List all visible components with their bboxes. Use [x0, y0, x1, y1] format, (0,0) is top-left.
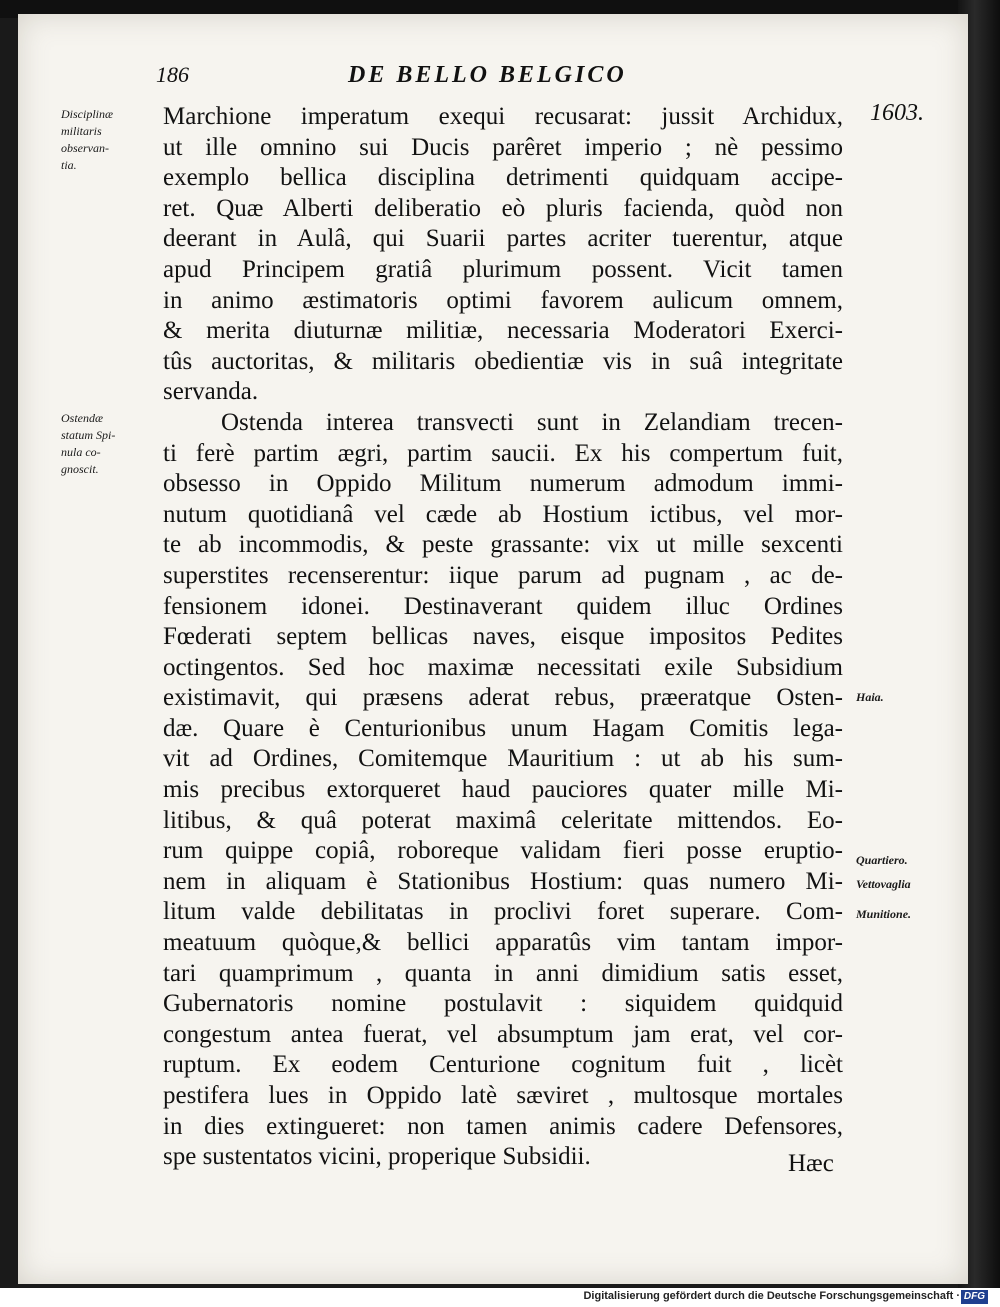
footer-credit: Digitalisierung gefördert durch die Deutsche Forschungsgemeinschaft · [583, 1290, 960, 1302]
text-line: in dies extingueret: non tamen animis cadere Defensores, [163, 1112, 843, 1140]
text-line: exemplo bellica disciplina detrimenti quidquam accipe- [163, 164, 843, 192]
text-line: meatuum quòque,& bellici apparatûs vim tantam impor- [163, 929, 843, 957]
text-line: & merita diuturnæ militiæ, necessaria Moderatori Exerci- [163, 317, 843, 345]
margin-year: 1603. [870, 100, 924, 126]
text-line: mis precibus extorqueret haud pauciores quater mille Mi- [163, 776, 843, 804]
text-line: pestifera lues in Oppido latè sæviret , multosque mortales [163, 1082, 843, 1109]
text-line: Fœderati septem bellicas naves, eisque impositos Pedites [163, 623, 843, 651]
text-line: ret. Quæ Alberti deliberatio eò pluris facienda, quòd non [163, 194, 843, 222]
text-line: octingentos. Sed hoc maximæ necessitati exile Subsidium [163, 653, 843, 681]
text-line: tari quamprimum , quanta in anni dimidium satis esset, [163, 959, 843, 987]
margin-note-quartiero: Quartiero. [856, 853, 908, 867]
margin-note-haia: Haia. [856, 690, 884, 704]
dfg-logo: DFG [961, 1290, 988, 1304]
text-line: Gubernatoris nomine postulavit : siquidem quidquid [163, 990, 843, 1018]
text-line: in animo æstimatoris optimi favorem aulicum omnem, [163, 286, 843, 314]
text-line: superstites recenserentur: iique parum ad pugnam , ac de- [163, 561, 843, 589]
text-line: nutum quotidianâ vel cæde ab Hostium ictibus, vel mor- [163, 500, 843, 528]
text-line: ut ille omnino sui Ducis parêret imperio ; nè pessimo [163, 133, 843, 161]
text-line: dæ. Quare è Centurionibus unum Hagam Comitis lega- [163, 714, 843, 742]
text-line: spe sustentatos vicini, properique Subsidii. [163, 1143, 591, 1171]
running-head-title: DE BELLO BELGICO [348, 62, 627, 88]
margin-note-vettovaglia: Vettovaglia [856, 877, 911, 891]
text-line: congestum antea fuerat, vel absumptum jam erat, vel cor- [163, 1020, 843, 1048]
text-line: deerant in Aulâ, qui Suarii partes acriter tuerentur, atque [163, 225, 843, 253]
text-line: fensionem idonei. Destinaverant quidem illuc Ordines [163, 592, 843, 620]
text-line: ruptum. Ex eodem Centurione cognitum fuit , licèt [163, 1051, 843, 1079]
text-line: litibus, & quâ poterat maximâ celeritate mittendos. Eo- [163, 806, 843, 834]
margin-note-ostend: Ostendæ statum Spi- nula co- gnoscit. [61, 411, 116, 476]
book-page [18, 14, 968, 1284]
text-line: te ab incommodis, & peste grassante: vix ut mille sexcenti [163, 531, 843, 559]
text-line: apud Principem gratiâ plurimum possent. Vicit tamen [163, 255, 843, 283]
page-number: 186 [156, 62, 189, 87]
text-line: nem in aliquam è Stationibus Hostium: quas numero Mi- [163, 867, 843, 895]
text-line: obsesso in Oppido Militum numerum admodum immi- [163, 470, 843, 498]
margin-note-discipline: Disciplinæ militaris observan- tia. [61, 107, 114, 172]
margin-note-munitione: Munitione. [856, 907, 912, 921]
text-line: servanda. [163, 378, 259, 406]
text-line: rum quippe copiâ, roboreque validam fieri posse eruptio- [163, 837, 843, 865]
body-text [163, 102, 843, 1173]
text-line: existimavit, qui præsens aderat rebus, præeratque Osten- [163, 684, 843, 712]
text-line: vit ad Ordines, Comitemque Mauritium : ut ab his sum- [163, 745, 843, 773]
catchword: Hæc [788, 1150, 834, 1177]
text-line: litum valde debilitatas in proclivi foret superare. Com- [163, 898, 843, 926]
text-line: tûs auctoritas, & militaris obedientiæ vis in suâ integritate [163, 347, 843, 375]
text-line: ti ferè partim ægri, partim saucii. Ex his compertum fuit, [163, 439, 843, 467]
text-line: Ostenda interea transvecti sunt in Zelandiam trecen- [221, 408, 843, 436]
text-line: Marchione imperatum exequi recusarat: jussit Archidux, [163, 103, 843, 130]
